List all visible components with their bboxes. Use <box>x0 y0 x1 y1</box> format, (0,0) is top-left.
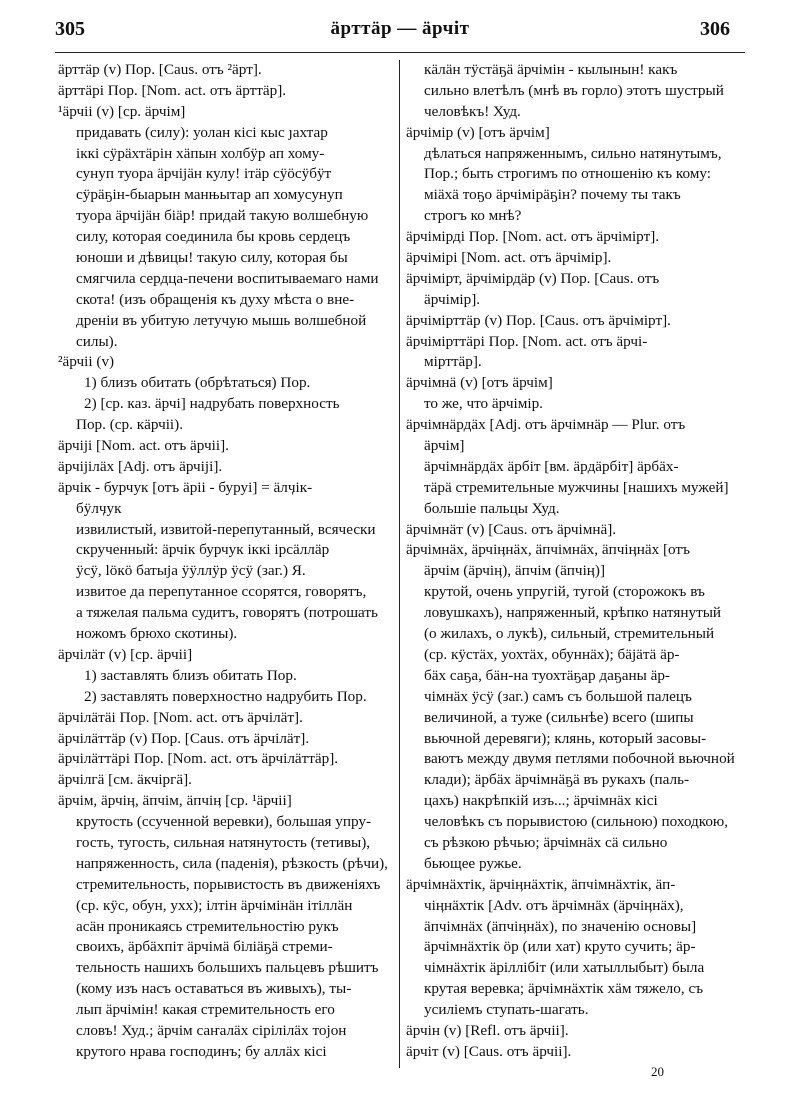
entry-text-line: 2) заставлять поверхностно надрубить Пор. <box>84 687 367 705</box>
entry-text-line: 1) близъ обитать (обрѣтаться) Пор. <box>84 374 311 392</box>
entry-headword-line: ӓрчімнӓ (v) [отъ ӓрчім] <box>406 374 553 392</box>
entry-text-line: тӓрӓ стремительные мужчины [нашихъ мужей] <box>424 478 729 496</box>
entry-text-line: бӓх саҕа, бӓн-на туохтӓҕар даҕаны ӓр- <box>424 666 670 684</box>
entry-headword-line: ӓрчілӓтӓі Пор. [Nom. act. отъ ӓрчілӓт]. <box>58 708 303 726</box>
entry-text-line: силы). <box>76 332 118 350</box>
entry-text-line: скота! (изъ обращенія къ духу мѣста о вне- <box>76 290 355 308</box>
header-title: ӓрттӓр — ӓрчіт <box>330 18 470 39</box>
entry-text-line: скрученный: ӓрчік бурчук іккі ірсӓллӓр <box>76 541 330 559</box>
page-number-left: 305 <box>55 18 85 40</box>
entry-text-line: смягчила сердца-печени воспитываемаго нами <box>76 269 379 287</box>
entry-headword-line: ӓрттӓрі Пор. [Nom. act. отъ ӓрттӓр]. <box>58 81 287 99</box>
entry-text-line: ӓрчім (ӓрчіӊ), ӓпчім (ӓпчіӊ)] <box>424 562 606 580</box>
entry-text-line: (ср. кӱстӓх, уохтӓх, обуннӓх); бӓјӓтӓ ӓр- <box>424 645 680 663</box>
entry-text-line: бӱлӌук <box>76 499 122 517</box>
entry-text-line: юноши и дѣвицы! такую силу, которая бы <box>76 249 348 267</box>
entry-headword-line: ¹ӓрчіі (v) [ср. ӓрчім] <box>58 102 186 120</box>
entry-text-line: мірттӓр]. <box>424 353 482 371</box>
entry-text-line: ӓрчімнӓрдӓх ӓрбіт [вм. ӓрдӓрбіт] ӓрбӓх- <box>424 457 679 475</box>
entry-headword-line: ӓрчім, ӓрчіӊ, ӓпчім, ӓпчіӊ [ср. ¹ӓрчіі] <box>58 792 292 810</box>
entry-headword-line: ӓрчін (v) [Refl. отъ ӓрчіі]. <box>406 1021 569 1039</box>
entry-text-line: туора ӓрчіјӓн біӓр! придай такую волшебную <box>76 207 369 225</box>
entry-text-line: чіӊнӓхтік [Adv. отъ ӓрчімнӓх (ӓрчіӊнӓх), <box>424 896 684 914</box>
entry-text-line: чімнӓх ӱсӱ (заг.) самъ съ большой палецъ <box>424 687 692 705</box>
entry-text-line: крутой, очень упругій, тугой (сторожокъ въ <box>424 583 705 601</box>
entry-text-line: крутая веревка; ӓрчімнӓхтік хӓм тяжело, съ <box>424 980 704 998</box>
entry-text-line: дѣлаться напряженнымъ, сильно натянутымъ, <box>424 144 722 162</box>
entry-headword-line: ӓрчімнӓрдӓх [Adj. отъ ӓрчімнӓр — Plur. отъ <box>406 416 686 434</box>
entry-headword-line: ²ӓрчіі (v) <box>58 353 115 371</box>
entry-headword-line: ӓрчілӓттӓр (v) Пор. [Caus. отъ ӓрчілӓт]. <box>58 729 310 747</box>
entry-text-line: сӱрӓҕін-быарын манњытар ап хомусунуп <box>76 186 343 204</box>
entry-headword-line: ӓрчімірді Пор. [Nom. act. отъ ӓрчімірт]. <box>406 228 660 246</box>
entry-text-line: строгъ ко мнѣ? <box>424 207 522 225</box>
entry-text-line: міӓхӓ тоҕо ӓрчімірӓҕін? почему ты такъ <box>424 186 681 204</box>
entry-text-line: стремительность, порывистость въ движеніяхъ <box>76 875 381 893</box>
entry-text-line: асӓн проникаясь стремительностію рукъ <box>76 917 339 935</box>
entry-headword-line: ӓрчілӓттӓрі Пор. [Nom. act. отъ ӓрчілӓттӓр]. <box>58 750 339 768</box>
entry-text-line: лып ӓрчімін! какая стремительность его <box>76 1001 335 1019</box>
entry-text-line: придавать (силу): уолан кісі кыс ȷахтар <box>76 123 328 141</box>
entry-text-line: напряженность, сила (паденія), рѣзкость (рѣчи), <box>76 854 388 872</box>
entry-headword-line: ӓрчілгӓ [см. ӓкчіргӓ]. <box>58 771 192 789</box>
entry-headword-line: ӓрчіт (v) [Caus. отъ ӓрчіі]. <box>406 1042 572 1060</box>
entry-text-line: усиліемъ ступать-шагать. <box>424 1001 589 1019</box>
entry-text-line: ӓрчімір]. <box>424 290 481 308</box>
entry-text-line: Пор. (ср. кӓрчіі). <box>76 416 184 434</box>
entry-text-line: іккі сӱрӓхтӓрін хӓпын холбӱр ап хому- <box>76 144 325 162</box>
entry-text-line: тельность нашихъ большихъ пальцевъ рѣшитъ <box>76 959 379 977</box>
entry-text-line: чімнӓхтік ӓріллібіт (или хатыллыбыт) была <box>424 959 705 977</box>
entry-text-line: ловушкахъ), напряженный, крѣпко натянутый <box>424 604 722 622</box>
entry-text-line: человѣкъ съ порывистою (сильною) походкою, <box>424 813 729 831</box>
entry-text-line: ножомъ брюхо скотины). <box>76 625 238 643</box>
entry-headword-line: ӓрчімір (v) [отъ ӓрчім] <box>406 123 550 141</box>
entry-text-line: 2) [ср. каз. ӓрчі] надрубать поверхность <box>84 395 340 413</box>
column-divider <box>399 60 400 1068</box>
entry-text-line: извилистый, извитой-перепутанный, всячески <box>76 520 376 538</box>
entry-text-line: большіе пальцы Худ. <box>424 499 560 517</box>
entry-text-line: вьючной деревяги); клянь, который засовы- <box>424 729 707 747</box>
entry-text-line: сунуп туора ӓрчіјӓн кулу! ітӓр сӱӧсӱбӱт <box>76 165 332 183</box>
entry-text-line: съ рѣзкою рѣчью; ӓрчімнӓх сӓ сильно <box>424 833 668 851</box>
entry-text-line: (ср. кӱс, обун, ухх); ілтін ӓрчімінӓн ітіллӓн <box>76 896 353 914</box>
entry-headword-line: ӓрчімнӓхтік, ӓрчіӊнӓхтік, ӓпчімнӓхтік, ӓп- <box>406 875 676 893</box>
header-rule <box>55 52 745 53</box>
entry-text-line: то же, что ӓрчімір. <box>424 395 543 413</box>
entry-headword-line: ӓрчіјілӓх [Adj. отъ ӓрчіјі]. <box>58 457 223 475</box>
right-column <box>406 60 744 1063</box>
entry-text-line: бьющее ружье. <box>424 854 522 872</box>
entry-text-line: извитое да перепутанное ссорятся, говорятъ, <box>76 583 367 601</box>
entry-headword-line: ӓрчіјі [Nom. act. отъ ӓрчіі]. <box>58 437 229 455</box>
entry-headword-line: ӓрчік - бурчук [отъ ӓріі - буруі] = ӓлӌік- <box>58 478 313 496</box>
entry-text-line: гость, тугость, сильная натянутость (тетивы), <box>76 833 371 851</box>
entry-text-line: сильно влетѣлъ (мнѣ въ горло) этотъ шустрый <box>424 81 724 99</box>
entry-text-line: крутого нрава господинъ; бу аллӓх кісі <box>76 1042 327 1060</box>
entry-text-line: 1) заставлять близъ обитать Пор. <box>84 666 297 684</box>
entry-headword-line: ӓрчімнӓх, ӓрчіӊнӓх, ӓпчімнӓх, ӓпчіӊнӓх [отъ <box>406 541 690 559</box>
signature-mark: 20 <box>651 1064 664 1079</box>
entry-text-line: крутость (ссученной веревки), большая упру- <box>76 813 372 831</box>
entry-text-line: силу, которая соединила бы кровь сердецъ <box>76 228 351 246</box>
entry-text-line: словъ! Худ.; ӓрчім саҥалӓх сірілілӓх тојон <box>76 1021 347 1039</box>
entry-text-line: ваютъ между двумя петлями побочной вьючной <box>424 750 735 768</box>
left-column <box>58 60 388 1063</box>
entry-headword-line: ӓрчімірттӓрі Пор. [Nom. act. отъ ӓрчі- <box>406 332 648 350</box>
entry-text-line: клади); ӓрбӓх ӓрчімнӓҕӓ въ рукахъ (паль- <box>424 771 690 789</box>
entry-text-line: своихъ, ӓрбӓхпіт ӓрчімӓ біліӓҕӓ стреми- <box>76 938 333 956</box>
entry-text-line: ӓпчімнӓх (ӓпчіӊнӓх), по значенію основы] <box>424 917 697 935</box>
entry-text-line: (о жилахъ, о лукѣ), сильный, стремительный <box>424 625 715 643</box>
page-number-right: 306 <box>700 18 730 40</box>
entry-text-line: ӱсӱ, lӧкӧ батыја ӱӱллӱр ӱсӱ (заг.) Я. <box>76 562 306 580</box>
entry-headword-line: ӓрчілӓт (v) [ср. ӓрчіі] <box>58 645 193 663</box>
entry-headword-line: ӓрчімірі [Nom. act. отъ ӓрчімір]. <box>406 249 612 267</box>
entry-text-line: (кому изъ насъ оставаться въ живыхъ), ты- <box>76 980 352 998</box>
entry-text-line: дреніи въ убитую летучую мышь волшебной <box>76 311 367 329</box>
entry-headword-line: ӓрттӓр (v) Пор. [Caus. отъ ²ӓрт]. <box>58 61 262 78</box>
entry-text-line: а тяжелая пальма судитъ, говорятъ (потрошать <box>76 604 378 622</box>
entry-text-line: человѣкъ! Худ. <box>424 102 521 120</box>
running-header <box>0 0 800 50</box>
entry-headword-line: ӓрчімірттӓр (v) Пор. [Caus. отъ ӓрчімірт]. <box>406 311 671 329</box>
entry-headword-line: ӓрчімірт, ӓрчімірдӓр (v) Пор. [Caus. отъ <box>406 269 660 287</box>
entry-text-line: ӓрчімнӓхтік ӧр (или хат) круто сучить; ӓр- <box>424 938 696 956</box>
entry-text-line: ӓрчім] <box>424 437 465 455</box>
entry-headword-line: ӓрчімнӓт (v) [Caus. отъ ӓрчімнӓ]. <box>406 520 617 538</box>
entry-text-line: цахъ) накрѣпкій изъ...; ӓрчімнӓх кісі <box>424 792 658 810</box>
entry-text-line: кӓлӓн тӱстӓҕӓ ӓрчімін - кылынын! какъ <box>424 61 678 78</box>
entry-text-line: Пор.; быть строгимъ по отношенію къ кому: <box>424 165 711 183</box>
entry-text-line: величиной, а туже (сильнѣе) всего (шипы <box>424 708 694 726</box>
